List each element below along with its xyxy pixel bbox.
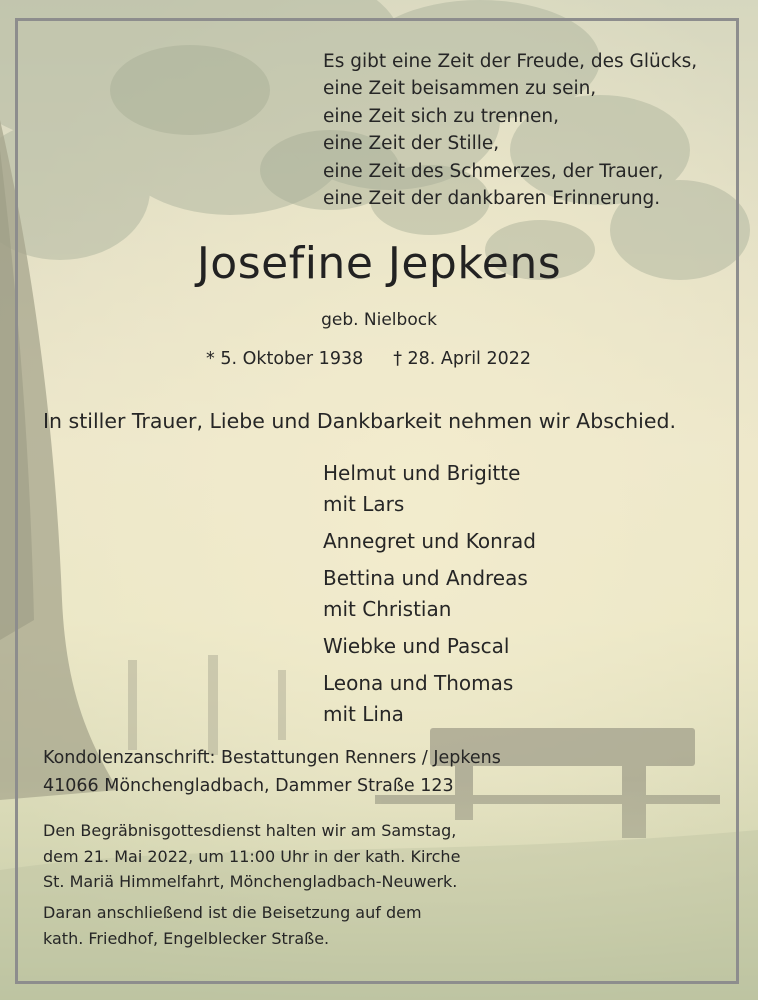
funeral-service-info	[43, 818, 460, 895]
family-member: Wiebke und Pascal	[323, 634, 510, 658]
death-date: † 28. April 2022	[393, 349, 532, 369]
family-member: mit Lina	[323, 702, 404, 726]
service-line: St. Mariä Himmelfahrt, Mönchengladbach-Neuwerk.	[43, 872, 458, 891]
life-dates	[206, 345, 531, 373]
address-line: Kondolenzanschrift: Bestattungen Renners / Jepkens	[43, 748, 501, 768]
address-line: 41066 Mönchengladbach, Dammer Straße 123	[43, 776, 454, 796]
family-member: Helmut und Brigitte	[323, 461, 521, 485]
condolence-address	[43, 744, 501, 800]
family-group	[323, 526, 536, 557]
service-line: dem 21. Mai 2022, um 11:00 Uhr in der kath. Kirche	[43, 846, 461, 866]
family-member: mit Christian	[323, 597, 452, 621]
poem-line: eine Zeit der dankbaren Erinnerung.	[323, 188, 661, 210]
poem-line: eine Zeit des Schmerzes, der Trauer,	[323, 160, 664, 182]
farewell-statement: In stiller Trauer, Liebe und Dankbarkeit nehmen wir Abschied.	[43, 409, 676, 433]
family-member: Leona und Thomas	[323, 671, 514, 695]
family-group	[323, 458, 536, 520]
burial-info	[43, 900, 422, 951]
family-list	[323, 458, 536, 736]
deceased-name: Josefine Jepkens	[196, 238, 562, 289]
family-group	[323, 563, 536, 625]
family-group	[323, 668, 536, 730]
service-line: Den Begräbnisgottesdienst halten wir am Samstag,	[43, 821, 457, 840]
birth-date: * 5. Oktober 1938	[206, 349, 364, 369]
family-member: mit Lars	[323, 492, 405, 516]
poem-line: eine Zeit sich zu trennen,	[323, 105, 559, 127]
poem-line: Es gibt eine Zeit der Freude, des Glücks,	[323, 51, 698, 72]
maiden-name: geb. Nielbock	[321, 310, 437, 330]
burial-line: Daran anschließend ist die Beisetzung auf dem	[43, 903, 422, 922]
poem	[323, 48, 697, 212]
family-member: Bettina und Andreas	[323, 566, 528, 590]
burial-line: kath. Friedhof, Engelblecker Straße.	[43, 928, 330, 948]
poem-line: eine Zeit beisammen zu sein,	[323, 78, 597, 100]
poem-line: eine Zeit der Stille,	[323, 133, 500, 155]
family-member: Annegret und Konrad	[323, 529, 536, 553]
family-group	[323, 631, 536, 662]
